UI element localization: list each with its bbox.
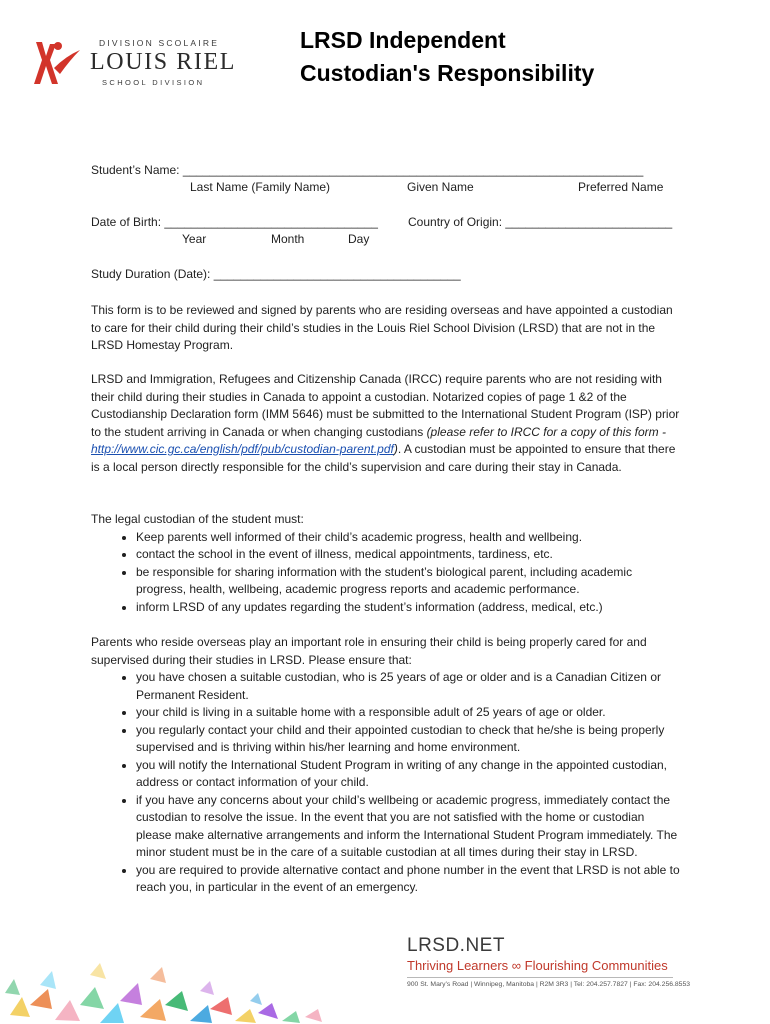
parents-item: • you have chosen a suitable custodian, who is 25 years of age or older and is a Canadian Citizen or Permanent Resident. <box>136 669 681 704</box>
ircc-text-a: LRSD and Immigration, Refugees and Citizenship Canada (IRCC) require parents who are not residing with their child during their studies in Canada to appoint a custodian. Notarized copies of page 1 &2 of the Custodianship Declaration form (IMM 5646) must be submitted to the International Student Program (ISP) prior to the student arriving in Canada or when changing custodians <box>91 372 680 439</box>
parents-item: • if you have any concerns about your child’s wellbeing or academic progress, immediately contact the custodian to resolve the issue. In the event that you are not satisfied with the home or custodian please make alternative arrangements and inform the International Student Program immediately. The minor student must be in the care of a suitable custodian at all times during their stay in LRSD. <box>136 792 681 862</box>
logo-bottom-text: SCHOOL DIVISION <box>102 78 205 87</box>
date-of-birth-field[interactable]: Date of Birth: ________________________________ <box>91 215 378 229</box>
footer-site[interactable]: LRSD.NET <box>407 935 505 956</box>
custodian-item: • contact the school in the event of illness, medical appointments, tardiness, etc. <box>136 546 681 564</box>
parents-heading: Parents who reside overseas play an important role in ensuring their child is being properly cared for and supervised during their studies in LRSD. Please ensure that: <box>91 635 647 667</box>
ircc-form-link[interactable]: http://www.cic.gc.ca/english/pdf/pub/custodian-parent.pdf <box>91 442 394 456</box>
custodian-section <box>91 511 681 616</box>
intro-paragraph <box>91 302 681 355</box>
footer-address: 900 St. Mary’s Road | Winnipeg, Manitoba | R2M 3R3 | Tel: 204.257.7827 | Fax: 204.256.8553 <box>407 981 691 988</box>
intro-text: This form is to be reviewed and signed by parents who are residing overseas and have appointed a custodian to care for their child during their child’s studies in the Louis Riel School Division (LRSD) that are not in the LRSD Homestay Program. <box>91 303 673 352</box>
parents-item: • your child is living in a suitable home with a responsible adult of 25 years of age or older. <box>136 704 681 722</box>
country-of-origin-field[interactable]: Country of Origin: _________________________ <box>408 215 673 229</box>
footer-divider <box>407 977 673 978</box>
given-name-label: Given Name <box>407 180 474 194</box>
ircc-italic-note: (please refer to IRCC for a copy of this form - <box>426 424 666 439</box>
year-label: Year <box>182 232 207 246</box>
parents-item: • you regularly contact your child and their appointed custodian to check that he/she is being properly supervised and is thriving within his/her learning and home environment. <box>136 722 681 757</box>
louis-riel-logo <box>28 34 268 94</box>
parents-item: • you will notify the International Student Program in writing of any change in the appointed custodian, address or contact information of your child. <box>136 757 681 792</box>
preferred-name-label: Preferred Name <box>578 180 664 194</box>
study-duration-field[interactable]: Study Duration (Date): _____________________________________ <box>91 267 461 281</box>
custodian-item: • be responsible for sharing information with the student’s biological parent, including academic progress, health, wellbeing, academic progress reports and academic performance. <box>136 564 681 599</box>
custodian-list <box>91 529 681 617</box>
last-name-label: Last Name (Family Name) <box>190 180 331 194</box>
custodian-item: • inform LRSD of any updates regarding the student’s information (address, medical, etc.) <box>136 599 681 617</box>
parents-item: • you are required to provide alternative contact and phone number in the event that LRSD is not able to reach you, in particular in the event of an emergency. <box>136 862 681 897</box>
student-name-field[interactable]: Student’s Name: _____________________________________________________________________ <box>91 163 644 177</box>
logo-name: LOUIS RIEL <box>90 49 236 75</box>
title-line-2: Custodian's Responsibility <box>300 60 595 86</box>
ircc-text-b: . A custodian must be appointed to ensure that there is a local person directly responsible for the child’s supervision and care during their stay in Canada. <box>91 442 676 474</box>
parents-section <box>91 634 681 897</box>
ircc-italic-end: ) <box>393 442 398 456</box>
confetti-decoration <box>0 905 390 1024</box>
title-line-1: LRSD Independent <box>300 27 506 53</box>
footer-tagline: Thriving Learners ∞ Flourishing Communities <box>407 958 668 973</box>
ircc-text <box>91 371 681 476</box>
ircc-paragraph <box>91 371 681 476</box>
parents-list <box>91 669 681 897</box>
page-title <box>300 24 740 90</box>
logo-top-text: DIVISION SCOLAIRE <box>99 38 220 48</box>
logo-figure-icon <box>28 38 84 90</box>
custodian-heading: The legal custodian of the student must: <box>91 512 304 526</box>
month-label: Month <box>271 232 305 246</box>
custodian-item: • Keep parents well informed of their child’s academic progress, health and wellbeing. <box>136 529 681 547</box>
day-label: Day <box>348 232 370 246</box>
